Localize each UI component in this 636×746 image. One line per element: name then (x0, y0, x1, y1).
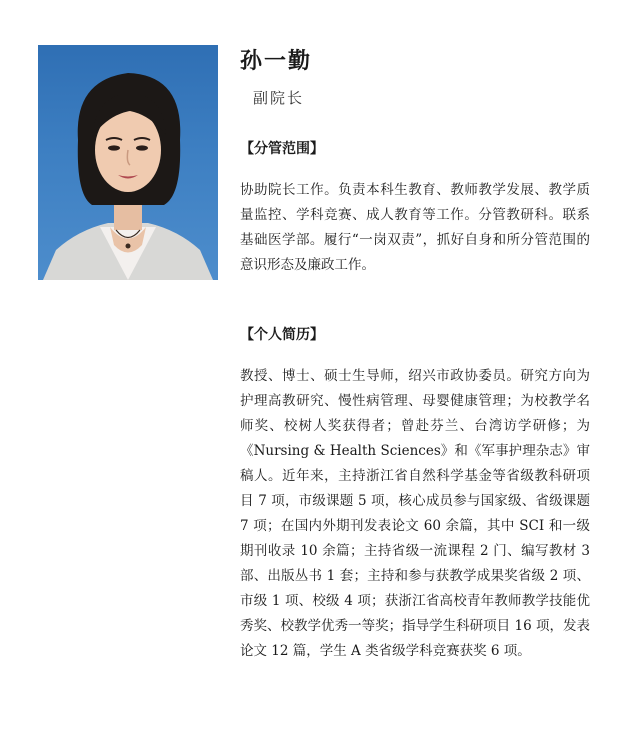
section-heading-biography: 【个人简历】 (240, 327, 324, 343)
portrait-illustration (38, 45, 218, 280)
portrait-photo (38, 45, 218, 280)
person-title: 副院长 (253, 89, 305, 107)
section-text-responsibilities: 协助院长工作。负责本科生教育、教师教学发展、教学质量监控、学科竞赛、成人教育等工作。分管教研科。联系基础医学部。履行“一岗双责”，抓好自身和所分管范围的意识形态及廉政工作。 (240, 182, 590, 273)
profile-content (240, 40, 590, 664)
section-heading-responsibilities: 【分管范围】 (240, 141, 324, 157)
section-text-biography: 教授、博士、硕士生导师，绍兴市政协委员。研究方向为护理高教研究、慢性病管理、母婴健康管理；为校教学名师奖、校树人奖获得者；曾赴芬兰、台湾访学研修；为《Nursing & Health Sciences》和《军事护理杂志》审稿人。近年来，主持浙江省自然科学基金等省级教科研项目 7 项，市级课题 5 项，核心成员参与国家级、省级课题 7 项；在国内外期刊发表论文 60 余篇，其中 SCI 和一级期刊收录 10 余篇；主持省级一流课程 2 门、编写教材 3 部、出版丛书 1 套；主持和参与获教学成果奖省级 2 项、市级 1 项、校级 4 项；获浙江省高校青年教师教学技能优秀奖、校教学优秀一等奖；指导学生科研项目 16 项，发表论文 12 篇，学生 A 类省级学科竞赛获奖 6 项。 (240, 368, 590, 659)
person-name: 孙一勤 (240, 48, 313, 74)
